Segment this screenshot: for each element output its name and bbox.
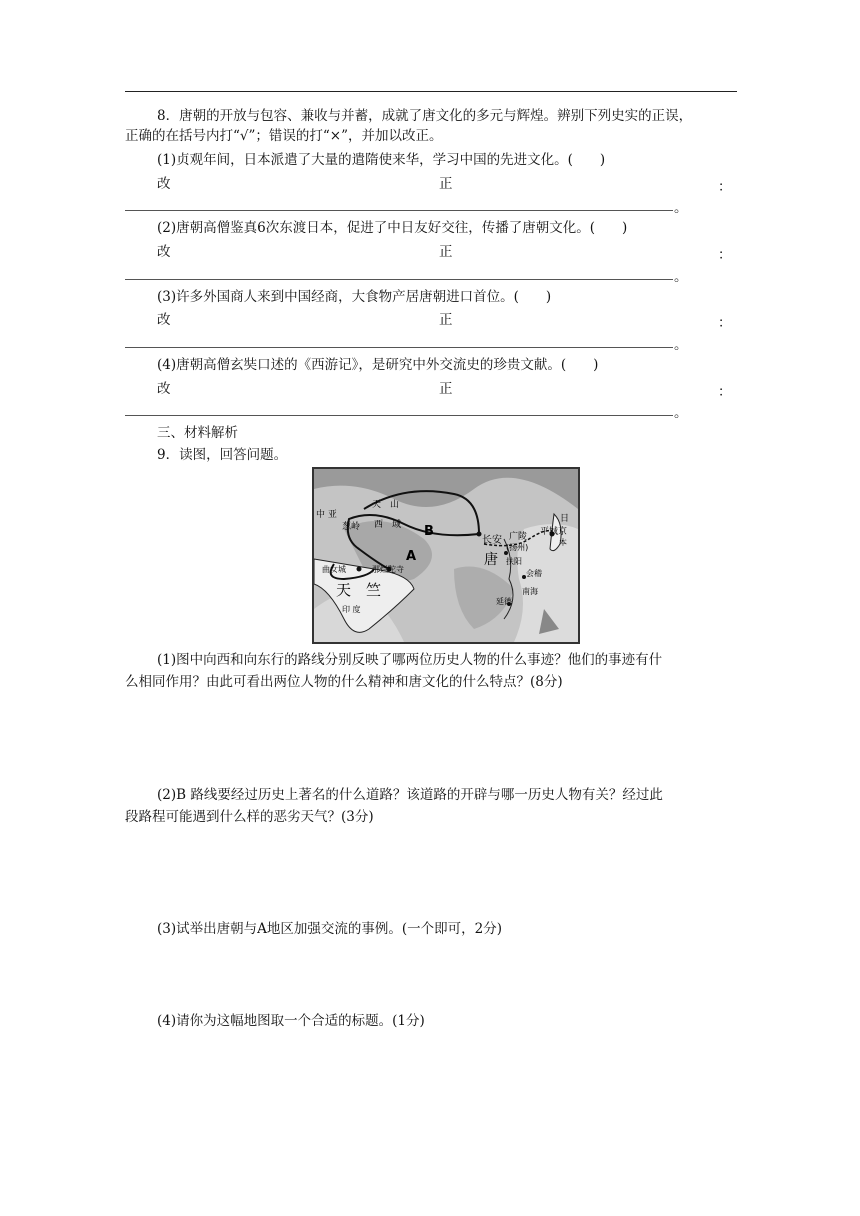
map-graphic	[314, 469, 578, 642]
map-label-pingchengjing: 平城京	[540, 527, 568, 537]
map-label-B: B	[424, 524, 434, 539]
q8-item-1-answer-line[interactable]	[125, 210, 673, 211]
q8-item-2-zheng: 正	[439, 244, 453, 260]
q8-item-1-zheng: 正	[439, 176, 453, 192]
q9-stem: 9．读图，回答问题。	[157, 447, 288, 463]
q8-item-2-gai: 改	[157, 244, 171, 260]
header-rule	[125, 91, 737, 92]
q8-item-3: (3)许多外国商人来到中国经商，大食物产居唐朝进口首位。( )	[157, 289, 552, 305]
q8-item-1-period: 。	[674, 200, 688, 216]
q8-stem-line1: 8．唐朝的开放与包容、兼收与并蓄，成就了唐文化的多元与辉煌。辨别下列史实的正误，	[157, 108, 693, 124]
map-label-tianzhu: 天 竺	[336, 581, 382, 599]
q8-item-4-gai: 改	[157, 381, 171, 397]
q9-sub2-line1: (2)B 路线要经过历史上著名的什么道路？该道路的开辟与哪一历史人物有关？经过此	[157, 787, 663, 803]
map-label-A: A	[406, 549, 417, 564]
q8-item-3-colon: ：	[718, 315, 732, 331]
q8-item-3-gai: 改	[157, 312, 171, 328]
map-label-tianshan: 天 山	[372, 500, 400, 510]
map-label-changan: 长安	[482, 535, 502, 546]
q8-item-1-colon: ：	[718, 179, 732, 195]
q8-item-3-zheng: 正	[439, 312, 453, 328]
map-label-xiyu: 西 域	[374, 520, 402, 530]
q9-sub2-line2: 段路程可能遇到什么样的恶劣天气？(3分)	[125, 809, 374, 825]
map-label-yande: 延德	[496, 597, 512, 606]
map-label-zhongya: 中 亚	[316, 510, 337, 520]
tang-exchange-map	[312, 467, 580, 644]
map-label-guangling: 广陵	[509, 532, 528, 542]
q9-sub4: (4)请你为这幅地图取一个合适的标题。(1分)	[157, 1013, 425, 1029]
q9-sub1-line2: 么相同作用？由此可看出两位人物的什么精神和唐文化的什么特点？(8分)	[125, 674, 563, 690]
map-label-congling: 葱岭	[342, 522, 361, 532]
q8-item-4-period: 。	[674, 405, 688, 421]
q8-item-2-period: 。	[674, 269, 688, 285]
q8-item-4-zheng: 正	[439, 381, 453, 397]
map-label-riben-2: 本	[559, 538, 567, 547]
q9-sub3: (3)试举出唐朝与A地区加强交流的事例。(一个即可，2分)	[157, 921, 502, 937]
q8-item-1: (1)贞观年间，日本派遣了大量的遣隋使来华，学习中国的先进文化。( )	[157, 152, 606, 168]
q9-sub1-line1: (1)图中向西和向东行的路线分别反映了哪两位历史人物的什么事迹？他们的事迹有什	[157, 652, 663, 668]
map-label-qunvcheng: 曲女城	[322, 565, 346, 574]
map-label-riben-1: 日	[560, 514, 570, 524]
q8-item-3-period: 。	[674, 337, 688, 353]
map-label-kuaiji: 会稽	[526, 569, 542, 578]
q8-item-3-answer-line[interactable]	[125, 347, 673, 348]
map-label-nalantuosi: 那烂陀寺	[372, 565, 404, 574]
q8-item-2: (2)唐朝高僧鉴真6次东渡日本，促进了中日友好交往，传播了唐朝文化。( )	[157, 220, 628, 236]
section-title: 三、材料解析	[157, 425, 238, 441]
q8-item-4-colon: ：	[718, 384, 732, 400]
q8-item-2-colon: ：	[718, 247, 732, 263]
map-label-yangzhou: (扬州)	[506, 543, 529, 552]
q8-stem-line2: 正确的在括号内打“√”；错误的打“×”，并加以改正。	[125, 128, 443, 144]
map-label-yindu: 印 度	[342, 605, 361, 614]
q8-item-2-answer-line[interactable]	[125, 279, 673, 280]
map-label-tang: 唐	[484, 552, 498, 568]
q8-item-1-gai: 改	[157, 176, 171, 192]
q8-item-4-answer-line[interactable]	[125, 415, 673, 416]
map-label-nanhai: 南海	[522, 587, 538, 596]
map-label-fuyang: 扶阳	[506, 557, 522, 566]
q8-item-4: (4)唐朝高僧玄奘口述的《西游记》，是研究中外交流史的珍贵文献。( )	[157, 357, 599, 373]
